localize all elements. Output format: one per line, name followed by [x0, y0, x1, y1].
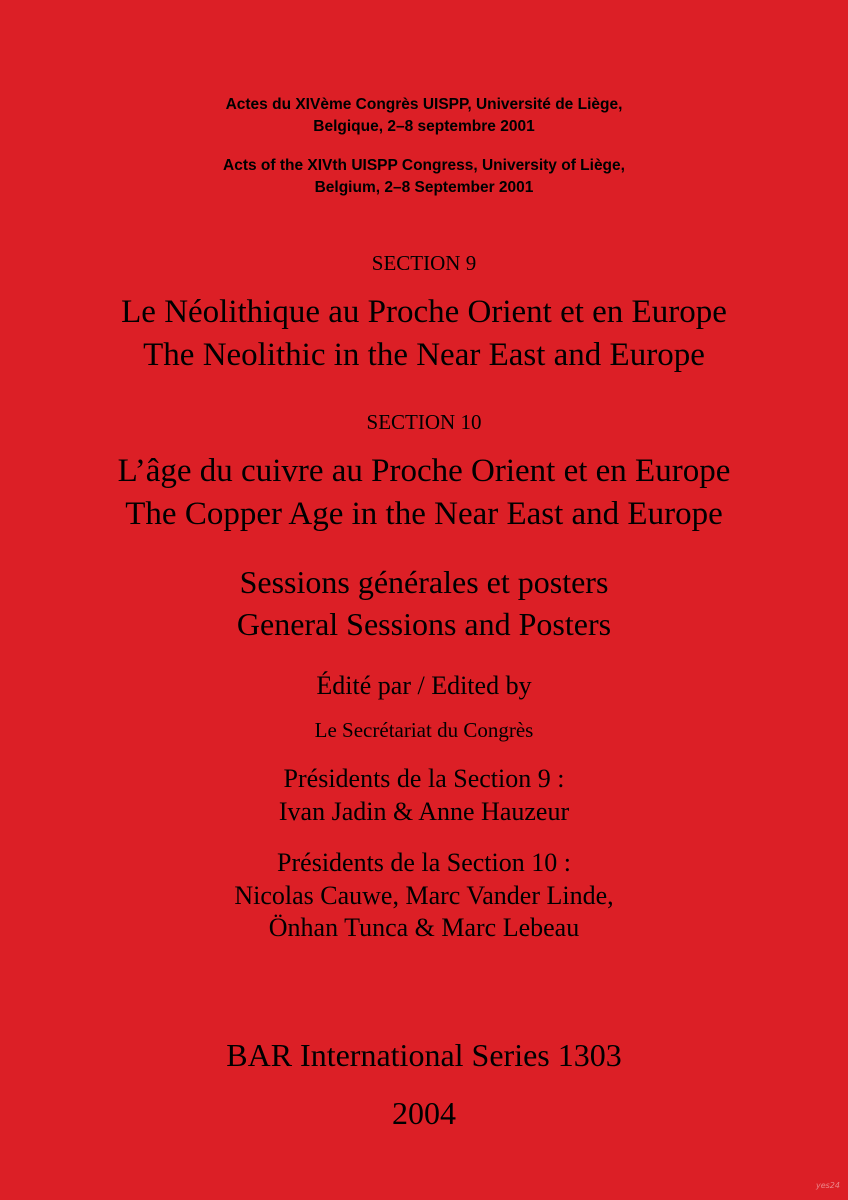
section9-title-en: The Neolithic in the Near East and Europe	[143, 337, 705, 373]
editor-name: Le Secrétariat du Congrès	[314, 718, 534, 742]
section10-title-en: The Copper Age in the Near East and Europe	[125, 496, 723, 532]
acts-en-line1: Acts of the XIVth UISPP Congress, University of Liège,	[223, 157, 625, 174]
section10-title-fr: L’âge du cuivre au Proche Orient et en Europe	[117, 453, 731, 489]
presidents10-names-line2: Önhan Tunca & Marc Lebeau	[268, 913, 580, 942]
section10-label: SECTION 10	[366, 410, 482, 434]
section9-label: SECTION 9	[371, 251, 477, 275]
presidents10-heading: Présidents de la Section 10 :	[277, 848, 571, 877]
presidents9-names: Ivan Jadin & Anne Hauzeur	[278, 797, 570, 826]
sessions-fr: Sessions générales et posters	[239, 564, 609, 600]
acts-fr-line2: Belgique, 2–8 septembre 2001	[313, 118, 535, 135]
acts-en-line2: Belgium, 2–8 September 2001	[314, 179, 534, 196]
edited-by-heading: Édité par / Edited by	[316, 671, 532, 700]
series-year: 2004	[392, 1095, 456, 1131]
series-name: BAR International Series 1303	[226, 1037, 622, 1073]
presidents10-names-line1: Nicolas Cauwe, Marc Vander Linde,	[234, 881, 614, 910]
section9-title-fr: Le Néolithique au Proche Orient et en Europe	[121, 294, 727, 330]
acts-fr-line1: Actes du XIVème Congrès UISPP, Université de Liège,	[225, 96, 623, 113]
watermark: yes24	[815, 1181, 840, 1190]
sessions-en: General Sessions and Posters	[236, 606, 612, 642]
presidents9-heading: Présidents de la Section 9 :	[283, 764, 565, 793]
